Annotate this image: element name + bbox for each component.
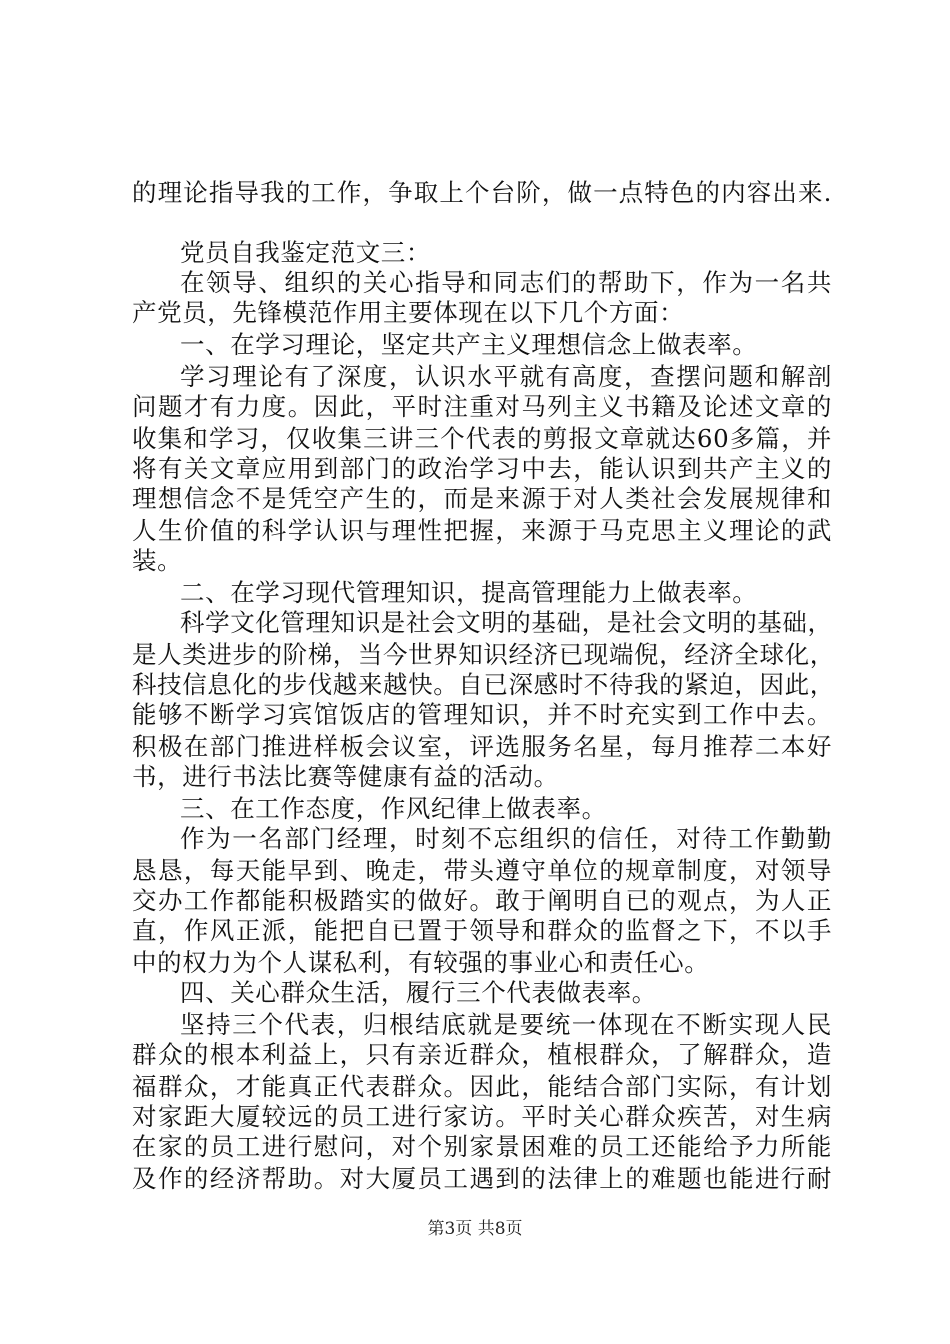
paragraph-line: 在领导、组织的关心指导和同志们的帮助下，作为一名共	[180, 268, 832, 297]
paragraph-line: 人生价值的科学认识与理性把握，来源于马克思主义理论的武	[132, 516, 832, 545]
paragraph-line: 积极在部门推进样板会议室，评选服务名星，每月推荐二本好	[132, 732, 832, 761]
paragraph-line: 科技信息化的步伐越来越快。自已深感时不待我的紧迫，因此，	[132, 670, 835, 699]
paragraph-line: 交办工作都能积极踏实的做好。敢于阐明自已的观点，为人正	[132, 886, 832, 915]
paragraph-line: 在家的员工进行慰问，对个别家景困难的员工还能给予力所能	[132, 1132, 832, 1161]
paragraph-line: 对家距大厦较远的员工进行家访。平时关心群众疾苦，对生病	[132, 1102, 832, 1131]
subsection-heading: 四、关心群众生活，履行三个代表做表率。	[180, 978, 657, 1007]
paragraph-line: 是人类进步的阶梯，当今世界知识经济已现端倪，经济全球化，	[132, 640, 835, 669]
paragraph-line: 科学文化管理知识是社会文明的基础，是社会文明的基础，	[180, 608, 833, 637]
paragraph-line: 及作的经济帮助。对大厦员工遇到的法律上的难题也能进行耐	[132, 1164, 832, 1193]
paragraph-line: 将有关文章应用到部门的政治学习中去，能认识到共产主义的	[132, 454, 832, 483]
paragraph-line: 坚持三个代表，归根结底就是要统一体现在不断实现人民	[180, 1010, 832, 1039]
paragraph-line: 收集和学习，仅收集三讲三个代表的剪报文章就达60多篇，并	[132, 424, 832, 453]
subsection-heading: 一、在学习理论，坚定共产主义理想信念上做表率。	[180, 330, 758, 359]
paragraph-line: 恳恳，每天能早到、晚走，带头遵守单位的规章制度，对领导	[132, 856, 832, 885]
subsection-heading: 三、在工作态度，作风纪律上做表率。	[180, 794, 607, 823]
paragraph-line: 的理论指导我的工作，争取上个台阶，做一点特色的内容出来.	[132, 178, 832, 207]
section-heading: 党员自我鉴定范文三：	[180, 238, 431, 267]
paragraph-line: 能够不断学习宾馆饭店的管理知识，并不时充实到工作中去。	[132, 700, 832, 729]
paragraph-line: 直，作风正派，能把自已置于领导和群众的监督之下，不以手	[132, 916, 832, 945]
subsection-heading: 二、在学习现代管理知识，提高管理能力上做表率。	[180, 578, 758, 607]
paragraph-line: 福群众，才能真正代表群众。因此，能结合部门实际，有计划	[132, 1072, 832, 1101]
paragraph-line: 作为一名部门经理，时刻不忘组织的信任，对待工作勤勤	[180, 824, 832, 853]
paragraph-line: 书，进行书法比赛等健康有益的活动。	[132, 762, 559, 791]
paragraph-line: 产党员，先锋模范作用主要体现在以下几个方面：	[132, 298, 685, 327]
paragraph-line: 问题才有力度。因此，平时注重对马列主义书籍及论述文章的	[132, 392, 832, 421]
paragraph-line: 群众的根本利益上，只有亲近群众，植根群众，了解群众，造	[132, 1040, 832, 1069]
page-number-footer: 第3页 共8页	[427, 1219, 523, 1239]
paragraph-line: 学习理论有了深度，认识水平就有高度，查摆问题和解剖	[180, 362, 832, 391]
paragraph-line: 中的权力为个人谋私利，有较强的事业心和责任心。	[132, 948, 710, 977]
paragraph-line: 装。	[132, 546, 183, 575]
paragraph-line: 理想信念不是凭空产生的，而是来源于对人类社会发展规律和	[132, 484, 832, 513]
